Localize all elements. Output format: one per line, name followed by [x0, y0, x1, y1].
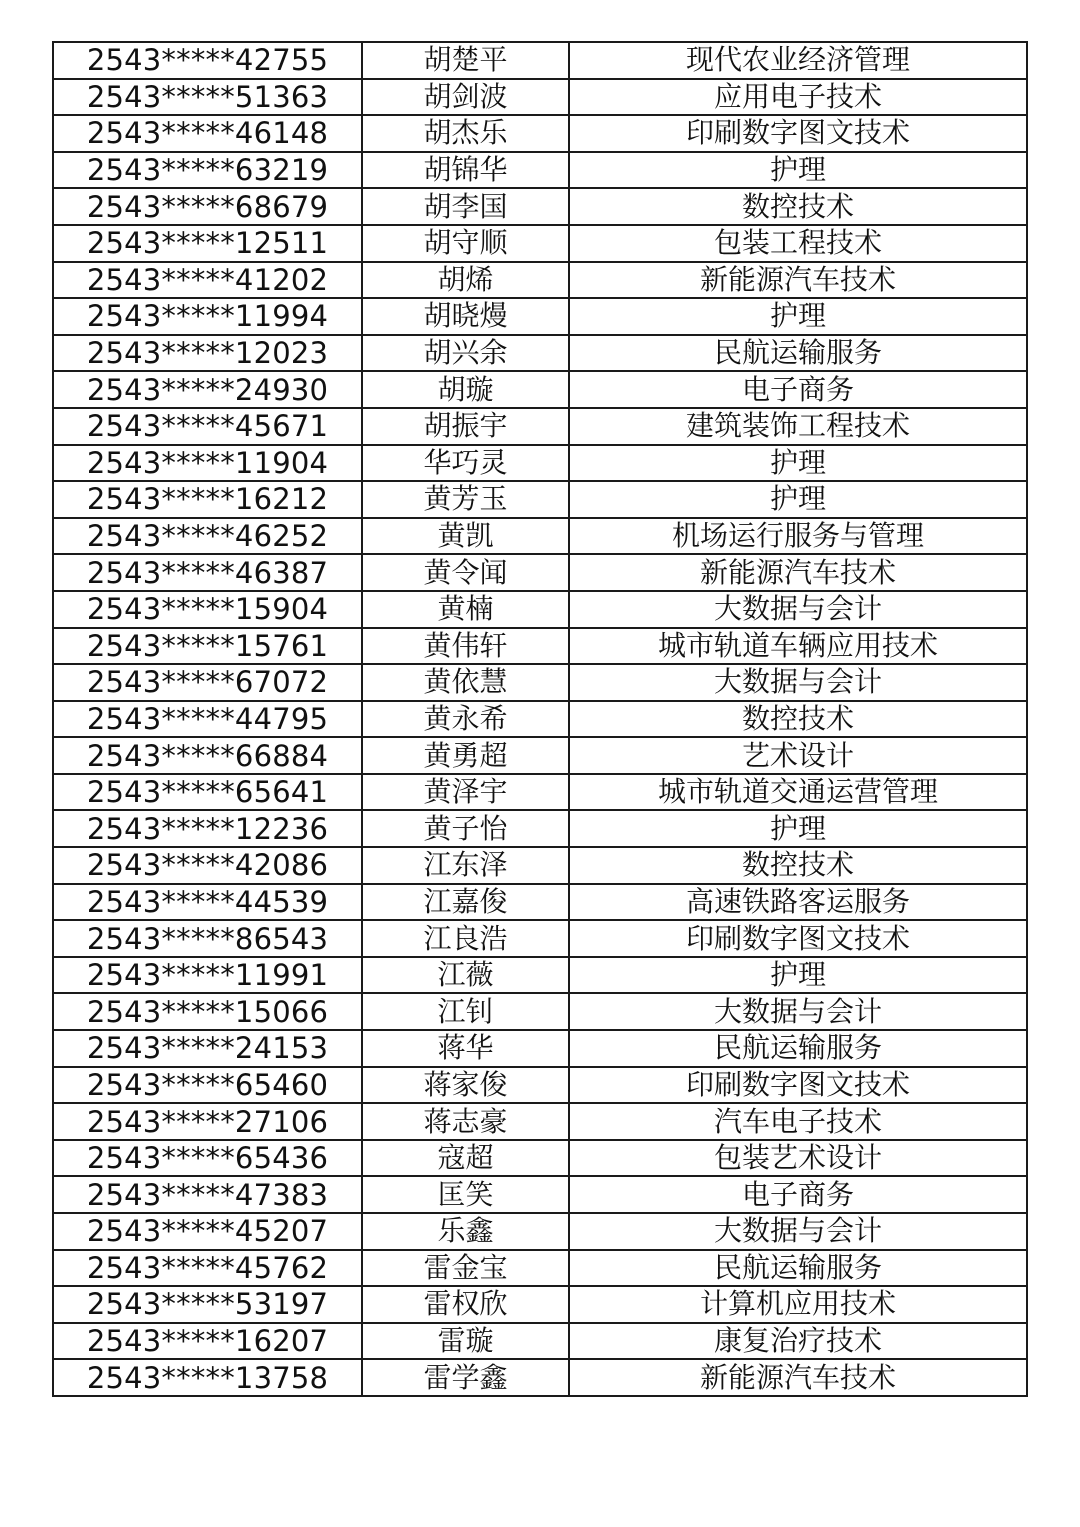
exam-number-cell: 2543*****66884: [53, 737, 362, 774]
student-name-cell: 胡振宇: [362, 408, 569, 445]
table-row: [53, 920, 1027, 957]
major-cell: 大数据与会计: [569, 591, 1027, 628]
student-name-cell: 匡笑: [362, 1176, 569, 1213]
student-name-cell: 雷权欣: [362, 1286, 569, 1323]
major-cell: 大数据与会计: [569, 1213, 1027, 1250]
exam-number-cell: 2543*****44539: [53, 884, 362, 921]
student-name-cell: 黄子怡: [362, 810, 569, 847]
exam-number-cell: 2543*****68679: [53, 188, 362, 225]
major-cell: 新能源汽车技术: [569, 554, 1027, 591]
student-name-cell: 胡璇: [362, 371, 569, 408]
table-row: [53, 1030, 1027, 1067]
exam-number-cell: 2543*****46148: [53, 115, 362, 152]
exam-number-cell: 2543*****13758: [53, 1359, 362, 1396]
student-name-cell: 胡锦华: [362, 152, 569, 189]
exam-number-cell: 2543*****11991: [53, 957, 362, 994]
table-row: [53, 225, 1027, 262]
major-cell: 大数据与会计: [569, 993, 1027, 1030]
exam-number-cell: 2543*****16207: [53, 1323, 362, 1360]
student-name-cell: 胡李国: [362, 188, 569, 225]
table-row: [53, 1286, 1027, 1323]
major-cell: 数控技术: [569, 847, 1027, 884]
table-row: [53, 188, 1027, 225]
table-row: [53, 628, 1027, 665]
exam-number-cell: 2543*****41202: [53, 262, 362, 299]
table-row: [53, 298, 1027, 335]
major-cell: 印刷数字图文技术: [569, 115, 1027, 152]
student-name-cell: 胡楚平: [362, 42, 569, 79]
major-cell: 包装艺术设计: [569, 1140, 1027, 1177]
student-name-cell: 寇超: [362, 1140, 569, 1177]
major-cell: 护理: [569, 481, 1027, 518]
major-cell: 建筑装饰工程技术: [569, 408, 1027, 445]
major-cell: 印刷数字图文技术: [569, 920, 1027, 957]
major-cell: 新能源汽车技术: [569, 1359, 1027, 1396]
exam-number-cell: 2543*****11904: [53, 445, 362, 482]
table-row: [53, 664, 1027, 701]
major-cell: 护理: [569, 445, 1027, 482]
exam-number-cell: 2543*****46252: [53, 518, 362, 555]
table-row: [53, 1359, 1027, 1396]
major-cell: 计算机应用技术: [569, 1286, 1027, 1323]
exam-number-cell: 2543*****44795: [53, 701, 362, 738]
exam-number-cell: 2543*****24153: [53, 1030, 362, 1067]
exam-number-cell: 2543*****15066: [53, 993, 362, 1030]
table-row: [53, 884, 1027, 921]
exam-number-cell: 2543*****12236: [53, 810, 362, 847]
major-cell: 新能源汽车技术: [569, 262, 1027, 299]
major-cell: 民航运输服务: [569, 1250, 1027, 1287]
student-name-cell: 胡烯: [362, 262, 569, 299]
exam-number-cell: 2543*****45671: [53, 408, 362, 445]
student-name-cell: 雷金宝: [362, 1250, 569, 1287]
table-row: [53, 1103, 1027, 1140]
exam-number-cell: 2543*****45762: [53, 1250, 362, 1287]
major-cell: 数控技术: [569, 188, 1027, 225]
student-name-cell: 黄勇超: [362, 737, 569, 774]
major-cell: 包装工程技术: [569, 225, 1027, 262]
table-row: [53, 79, 1027, 116]
exam-number-cell: 2543*****51363: [53, 79, 362, 116]
table-row: [53, 957, 1027, 994]
major-cell: 电子商务: [569, 371, 1027, 408]
student-name-cell: 胡晓熳: [362, 298, 569, 335]
table-row: [53, 1250, 1027, 1287]
table-row: [53, 335, 1027, 372]
major-cell: 现代农业经济管理: [569, 42, 1027, 79]
student-name-cell: 华巧灵: [362, 445, 569, 482]
major-cell: 电子商务: [569, 1176, 1027, 1213]
major-cell: 数控技术: [569, 701, 1027, 738]
major-cell: 印刷数字图文技术: [569, 1067, 1027, 1104]
student-name-cell: 黄泽宇: [362, 774, 569, 811]
major-cell: 大数据与会计: [569, 664, 1027, 701]
exam-number-cell: 2543*****16212: [53, 481, 362, 518]
table-body: [53, 42, 1027, 1396]
table-row: [53, 701, 1027, 738]
exam-number-cell: 2543*****42086: [53, 847, 362, 884]
table-row: [53, 1140, 1027, 1177]
student-name-cell: 雷学鑫: [362, 1359, 569, 1396]
table-row: [53, 554, 1027, 591]
table-row: [53, 42, 1027, 79]
student-name-cell: 胡守顺: [362, 225, 569, 262]
table-row: [53, 408, 1027, 445]
table-row: [53, 262, 1027, 299]
student-name-cell: 蒋志豪: [362, 1103, 569, 1140]
table-row: [53, 371, 1027, 408]
major-cell: 康复治疗技术: [569, 1323, 1027, 1360]
student-name-cell: 黄令闻: [362, 554, 569, 591]
exam-number-cell: 2543*****45207: [53, 1213, 362, 1250]
student-name-cell: 黄凯: [362, 518, 569, 555]
exam-number-cell: 2543*****11994: [53, 298, 362, 335]
exam-number-cell: 2543*****27106: [53, 1103, 362, 1140]
major-cell: 城市轨道交通运营管理: [569, 774, 1027, 811]
student-name-cell: 黄依慧: [362, 664, 569, 701]
student-name-cell: 黄芳玉: [362, 481, 569, 518]
exam-number-cell: 2543*****65460: [53, 1067, 362, 1104]
exam-number-cell: 2543*****12023: [53, 335, 362, 372]
major-cell: 应用电子技术: [569, 79, 1027, 116]
student-name-cell: 胡杰乐: [362, 115, 569, 152]
student-name-cell: 江嘉俊: [362, 884, 569, 921]
student-name-cell: 胡剑波: [362, 79, 569, 116]
table-row: [53, 115, 1027, 152]
exam-number-cell: 2543*****67072: [53, 664, 362, 701]
major-cell: 护理: [569, 957, 1027, 994]
major-cell: 护理: [569, 810, 1027, 847]
exam-number-cell: 2543*****65436: [53, 1140, 362, 1177]
table-row: [53, 847, 1027, 884]
exam-number-cell: 2543*****86543: [53, 920, 362, 957]
table-row: [53, 1176, 1027, 1213]
table-row: [53, 993, 1027, 1030]
exam-number-cell: 2543*****12511: [53, 225, 362, 262]
major-cell: 民航运输服务: [569, 335, 1027, 372]
exam-number-cell: 2543*****15761: [53, 628, 362, 665]
table-row: [53, 737, 1027, 774]
table-row: [53, 481, 1027, 518]
table-row: [53, 1067, 1027, 1104]
table-row: [53, 1323, 1027, 1360]
student-name-cell: 蒋华: [362, 1030, 569, 1067]
major-cell: 汽车电子技术: [569, 1103, 1027, 1140]
student-name-cell: 江东泽: [362, 847, 569, 884]
table-row: [53, 774, 1027, 811]
table-row: [53, 445, 1027, 482]
table-row: [53, 1213, 1027, 1250]
major-cell: 机场运行服务与管理: [569, 518, 1027, 555]
student-name-cell: 乐鑫: [362, 1213, 569, 1250]
exam-number-cell: 2543*****63219: [53, 152, 362, 189]
student-name-cell: 江薇: [362, 957, 569, 994]
major-cell: 护理: [569, 152, 1027, 189]
student-name-cell: 蒋家俊: [362, 1067, 569, 1104]
exam-number-cell: 2543*****65641: [53, 774, 362, 811]
student-name-cell: 江钊: [362, 993, 569, 1030]
major-cell: 高速铁路客运服务: [569, 884, 1027, 921]
exam-number-cell: 2543*****47383: [53, 1176, 362, 1213]
student-list-table: [52, 41, 1028, 1397]
student-name-cell: 黄楠: [362, 591, 569, 628]
student-name-cell: 江良浩: [362, 920, 569, 957]
exam-number-cell: 2543*****42755: [53, 42, 362, 79]
major-cell: 艺术设计: [569, 737, 1027, 774]
table-row: [53, 810, 1027, 847]
table-row: [53, 152, 1027, 189]
exam-number-cell: 2543*****24930: [53, 371, 362, 408]
student-name-cell: 黄永希: [362, 701, 569, 738]
table-row: [53, 591, 1027, 628]
exam-number-cell: 2543*****15904: [53, 591, 362, 628]
student-name-cell: 黄伟轩: [362, 628, 569, 665]
exam-number-cell: 2543*****46387: [53, 554, 362, 591]
exam-number-cell: 2543*****53197: [53, 1286, 362, 1323]
table-row: [53, 518, 1027, 555]
major-cell: 民航运输服务: [569, 1030, 1027, 1067]
major-cell: 护理: [569, 298, 1027, 335]
major-cell: 城市轨道车辆应用技术: [569, 628, 1027, 665]
student-name-cell: 雷璇: [362, 1323, 569, 1360]
student-name-cell: 胡兴余: [362, 335, 569, 372]
